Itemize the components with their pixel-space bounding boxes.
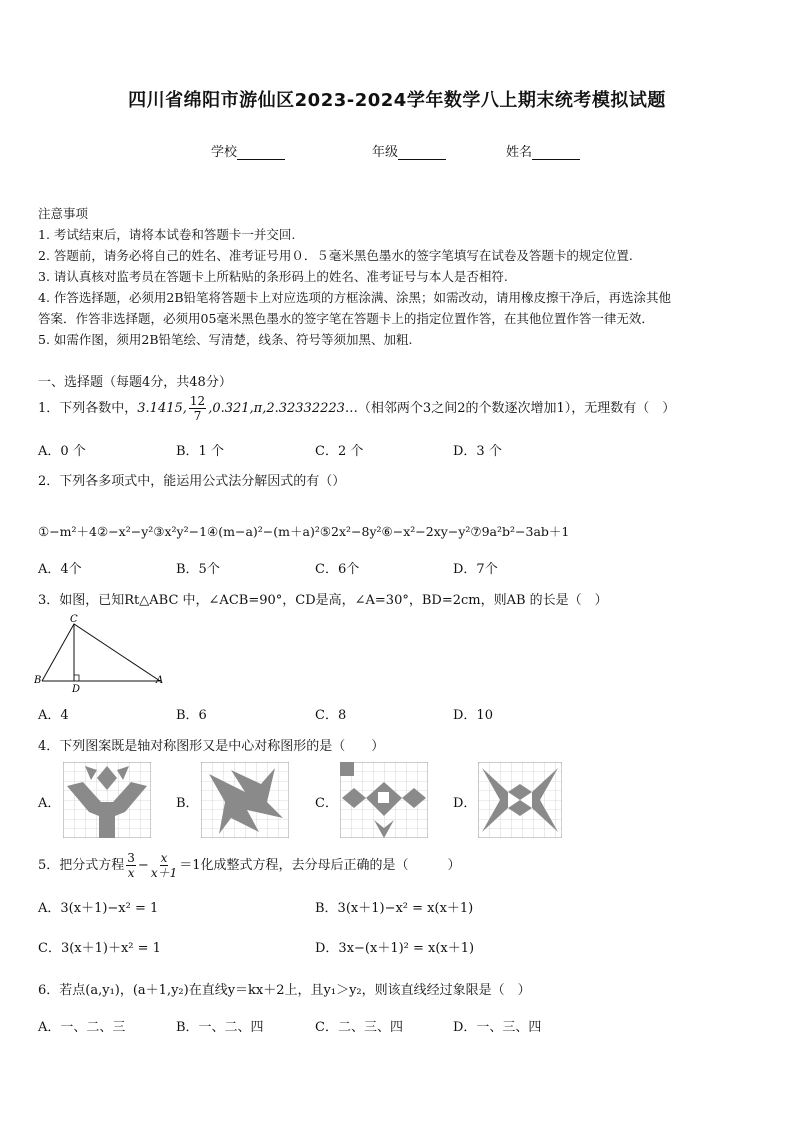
q5-prefix: 5．把分式方程: [38, 858, 125, 873]
q2-option-b: B．5个: [176, 562, 220, 577]
q2-expression: ①−m²＋4②−x²−y²③x²y²−1④(m−a)²−(m＋a)²⑤2x²−8y²⑥−x²−2xy−y²⑦9a²b²−3ab＋1: [38, 524, 570, 539]
q4-option-c: C．: [315, 796, 338, 811]
q5-f2-num: x: [160, 851, 168, 865]
q6-option-b: B．一、二、四: [176, 1020, 264, 1035]
triangle-abc: [42, 624, 160, 681]
q4-option-b: B．: [176, 796, 199, 811]
q1-option-c: C．2 个: [315, 444, 364, 459]
name-blank: [532, 147, 580, 160]
question-4: 4．下列图案既是轴对称图形又是中心对称图形的是（ ）: [38, 739, 385, 754]
notice-item: 4. 作答选择题，必须用2B铅笔将答题卡上对应选项的方框涂满、涂黑；如需改动，请用橡皮擦干净后，再选涂其他: [38, 290, 672, 305]
q1-option-a: A．0 个: [38, 444, 86, 459]
q5-fraction-1: [126, 851, 136, 880]
pattern-a: [63, 762, 151, 838]
school-label: 学校: [211, 145, 238, 160]
notice-item: 5. 如需作图，须用2B铅笔绘、写清楚，线条、符号等须加黑、加粗.: [38, 332, 413, 347]
q5-option-c: C．3(x＋1)＋x² = 1: [38, 941, 161, 956]
name-field: [506, 141, 580, 160]
q1-nums-a: 3.1415,: [137, 401, 187, 416]
q5-fraction-2: [151, 851, 177, 880]
q1-option-d: D．3 个: [453, 444, 502, 459]
q6-option-a: A．一、二、三: [38, 1020, 126, 1035]
question-3: 3．如图，已知Rt△ABC 中，∠ACB=90°，CD是高，∠A=30°，BD=2cm，则AB 的长是（ ）: [38, 593, 608, 608]
label-a: A: [156, 675, 164, 686]
q6-option-c: C．二、三、四: [315, 1020, 403, 1035]
section-heading: 一、选择题（每题4分，共48分）: [38, 375, 232, 390]
question-2: 2．下列各多项式中，能运用公式法分解因式的有（）: [38, 474, 346, 489]
q5-option-a: A．3(x＋1)−x² = 1: [38, 901, 159, 916]
question-1: [38, 394, 675, 423]
notice-item: 1. 考试结束后，请将本试卷和答题卡一并交回.: [38, 227, 296, 242]
pattern-d: [478, 762, 562, 838]
q3-option-b: B．6: [176, 708, 207, 723]
q2-option-c: C．6个: [315, 562, 360, 577]
q4-option-a: A．: [38, 796, 61, 811]
notice-item: 答案．作答非选择题，必须用05毫米黑色墨水的签字笔在答题卡上的指定位置作答，在其他位置作答一律无效．: [38, 311, 654, 326]
q5-option-d: D．3x−(x＋1)² = x(x＋1): [315, 941, 475, 956]
label-d: D: [72, 684, 81, 695]
label-b: B: [34, 675, 42, 686]
right-angle-mark: [74, 675, 79, 681]
q5-option-b: B．3(x＋1)−x² = x(x＋1): [315, 901, 474, 916]
page-title: 四川省绵阳市游仙区2023-2024学年数学八上期末统考模拟试题: [128, 90, 666, 111]
notice-item: 2. 答题前，请务必将自己的姓名、准考证号用０．５毫米黑色墨水的签字笔填写在试卷及答题卡的规定位置.: [38, 248, 633, 263]
q5-minus: −: [137, 858, 149, 873]
q1-frac-den: 7: [193, 409, 202, 423]
q2-option-d: D．7个: [453, 562, 498, 577]
q1-frac-num: 12: [189, 394, 206, 408]
q3-option-c: C．8: [315, 708, 347, 723]
q4-option-d: D．: [453, 796, 477, 811]
school-blank: [237, 147, 285, 160]
notice-item: 3. 请认真核对监考员在答题卡上所粘贴的条形码上的姓名、准考证号与本人是否相符.: [38, 269, 508, 284]
pattern-b: [201, 762, 289, 838]
q5-f1-den: x: [127, 866, 135, 880]
grade-blank: [398, 147, 446, 160]
q1-fraction: [189, 394, 206, 423]
q1-nums-b: ,0.321,π,2.32332223…: [208, 401, 358, 416]
grade-field: [372, 141, 446, 160]
q5-suffix: ＝1化成整式方程，去分母后正确的是（ ）: [179, 858, 461, 873]
triangle-figure: [34, 612, 174, 696]
q1-prefix: 1．下列各数中，: [38, 401, 138, 416]
school-field: [211, 141, 285, 160]
q6-option-d: D．一、三、四: [453, 1020, 542, 1035]
grade-label: 年级: [372, 145, 399, 160]
notice-heading: 注意事项: [38, 206, 89, 221]
question-6: 6．若点(a,y₁)，(a＋1,y₂)在直线y＝kx＋2上，且y₁＞y₂，则该直线经过象限是（ ）: [38, 983, 531, 998]
q5-f2-den: x＋1: [150, 866, 178, 880]
q2-option-a: A．4个: [38, 562, 82, 577]
pattern-c: [340, 762, 428, 838]
label-c: C: [70, 614, 78, 625]
q1-option-b: B．1 个: [176, 444, 224, 459]
name-label: 姓名: [506, 145, 533, 160]
q1-suffix: （相邻两个3之间2的个数逐次增加1），无理数有（ ）: [357, 401, 676, 416]
q3-option-a: A．4: [38, 708, 69, 723]
q3-option-d: D．10: [453, 708, 493, 723]
question-5: [38, 851, 461, 880]
q5-f1-num: 3: [127, 851, 135, 865]
